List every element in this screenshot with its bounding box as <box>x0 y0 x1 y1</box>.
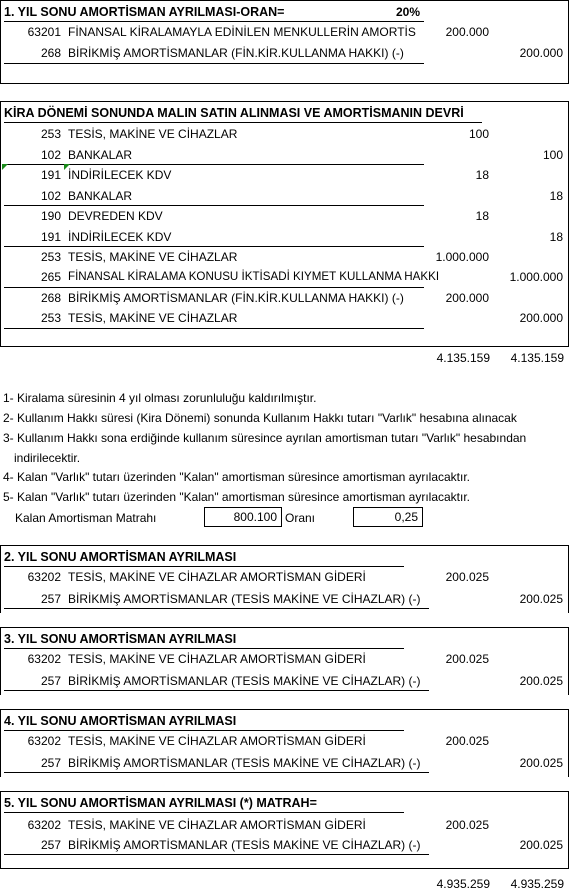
note-3: 3- Kullanım Hakkı sona erdiğinde kullanım süresince ayrılan amortisman tutarı "Varlık" hesabından <box>3 431 527 445</box>
debit-value: 200.000 <box>445 25 489 39</box>
divider <box>4 608 429 609</box>
account-name: İNDİRİLECEK KDV <box>68 230 172 244</box>
note-5: 5- Kalan "Varlık" tutarı üzerinden "Kalan" amortisman süresince amortisman ayrılacaktır. <box>3 490 471 504</box>
divider <box>4 730 404 731</box>
section-year5-title: 5. YIL SONU AMORTİSMAN AYRILMASI (*) MATRAH= <box>4 796 317 810</box>
debit-value: 200.025 <box>445 652 489 666</box>
account-name: FİNANSAL KİRALAMA KONUSU İKTİSADİ KIYMET KULLANMA HAKKI <box>68 270 440 283</box>
account-code: 63202 <box>27 818 61 832</box>
account-code: 265 <box>40 270 61 284</box>
debit-value: 200.025 <box>445 570 489 584</box>
section-year1-rate: 20% <box>396 5 421 19</box>
section-purchase-title: KİRA DÖNEMİ SONUNDA MALIN SATIN ALINMASI VE AMORTİSMANIN DEVRİ <box>4 106 464 120</box>
divider <box>4 63 424 64</box>
account-name: TESİS, MAKİNE VE CİHAZLAR AMORTİSMAN GİDERİ <box>68 818 366 832</box>
divider <box>4 648 404 649</box>
credit-value: 200.025 <box>519 838 563 852</box>
section-year3 <box>0 627 569 695</box>
debit-value: 200.025 <box>445 818 489 832</box>
credit-value: 200.000 <box>519 46 563 60</box>
total-credit: 4.135.159 <box>510 351 564 365</box>
account-code: 268 <box>40 291 61 305</box>
account-name: TESİS, MAKİNE VE CİHAZLAR <box>68 127 238 141</box>
section-year2 <box>0 545 569 613</box>
credit-value: 1.000.000 <box>509 270 563 284</box>
section-year1-title: 1. YIL SONU AMORTİSMAN AYRILMASI-ORAN= <box>4 5 285 19</box>
note-4: 4- Kalan "Varlık" tutarı üzerinden "Kalan" amortisman süresince amortisman ayrılacaktır. <box>3 470 471 484</box>
divider <box>4 287 424 288</box>
note-1: 1- Kiralama süresinin 4 yıl olması zorunluluğu kaldırılmıştır. <box>3 391 317 405</box>
divider <box>4 772 429 773</box>
account-code: 253 <box>40 127 61 141</box>
account-code: 102 <box>40 148 61 162</box>
section-year1 <box>0 0 569 84</box>
section-year4 <box>0 709 569 777</box>
debit-value: 18 <box>475 209 489 223</box>
account-name: BİRİKMİŞ AMORTİSMANLAR (TESİS MAKİNE VE CİHAZLAR) (-) <box>68 592 421 606</box>
credit-value: 18 <box>549 189 563 203</box>
debit-value: 100 <box>468 127 489 141</box>
account-name: BANKALAR <box>68 189 133 203</box>
debit-value: 1.000.000 <box>435 250 489 264</box>
credit-value: 100 <box>542 148 563 162</box>
account-name: TESİS, MAKİNE VE CİHAZLAR AMORTİSMAN GİDERİ <box>68 734 366 748</box>
rate-label: Oranı <box>285 511 316 525</box>
credit-value: 200.025 <box>519 756 563 770</box>
account-code: 253 <box>40 250 61 264</box>
divider <box>4 812 404 813</box>
account-name: DEVREDEN KDV <box>68 209 163 223</box>
section-purchase-transfer <box>0 101 569 347</box>
base-label: Kalan Amortisman Matrahı <box>15 511 157 525</box>
rate-value-field[interactable]: 0,25 <box>353 507 423 527</box>
account-code: 253 <box>40 311 61 325</box>
debit-value: 200.000 <box>445 291 489 305</box>
account-code: 268 <box>40 46 61 60</box>
note-2: 2- Kullanım Hakkı süresi (Kira Dönemi) sonunda Kullanım Hakkı tutarı "Varlık" hesabına alınacak <box>3 411 517 425</box>
account-name: TESİS, MAKİNE VE CİHAZLAR AMORTİSMAN GİDERİ <box>68 570 366 584</box>
divider <box>4 328 424 329</box>
account-code: 257 <box>40 592 61 606</box>
account-code: 257 <box>40 838 61 852</box>
credit-value: 200.025 <box>519 592 563 606</box>
divider <box>4 122 482 123</box>
divider <box>4 246 424 247</box>
divider <box>4 854 429 855</box>
divider <box>4 21 424 22</box>
grand-total-debit: 4.935.259 <box>436 877 490 891</box>
section-year3-title: 3. YIL SONU AMORTİSMAN AYRILMASI <box>4 632 237 646</box>
account-code: 63201 <box>27 25 61 39</box>
account-name: TESİS, MAKİNE VE CİHAZLAR AMORTİSMAN GİDERİ <box>68 652 366 666</box>
account-name: BANKALAR <box>68 148 133 162</box>
account-code: 190 <box>40 209 61 223</box>
account-name: BİRİKMİŞ AMORTİSMANLAR (FİN.KİR.KULLANMA HAKKI) (-) <box>68 291 404 305</box>
credit-value: 200.025 <box>519 674 563 688</box>
section-year2-title: 2. YIL SONU AMORTİSMAN AYRILMASI <box>4 550 237 564</box>
account-code: 257 <box>40 674 61 688</box>
account-code: 102 <box>40 189 61 203</box>
account-code: 63202 <box>27 570 61 584</box>
divider <box>4 566 404 567</box>
account-code: 191 <box>40 168 61 182</box>
total-debit: 4.135.159 <box>436 351 490 365</box>
account-name: BİRİKMİŞ AMORTİSMANLAR (TESİS MAKİNE VE CİHAZLAR) (-) <box>68 674 421 688</box>
account-code: 191 <box>40 230 61 244</box>
section-year4-title: 4. YIL SONU AMORTİSMAN AYRILMASI <box>4 714 237 728</box>
account-name: BİRİKMİŞ AMORTİSMANLAR (TESİS MAKİNE VE CİHAZLAR) (-) <box>68 756 421 770</box>
account-name: TESİS, MAKİNE VE CİHAZLAR <box>68 250 238 264</box>
section-year5 <box>0 791 569 869</box>
debit-value: 18 <box>475 168 489 182</box>
account-code: 63202 <box>27 734 61 748</box>
base-value-field[interactable]: 800.100 <box>204 507 282 527</box>
divider <box>4 205 424 206</box>
account-name: TESİS, MAKİNE VE CİHAZLAR <box>68 311 238 325</box>
account-code: 257 <box>40 756 61 770</box>
credit-value: 18 <box>549 230 563 244</box>
grand-total-credit: 4.935.259 <box>510 877 564 891</box>
divider <box>4 690 429 691</box>
account-name: İNDİRİLECEK KDV <box>68 168 172 182</box>
account-name: BİRİKMİŞ AMORTİSMANLAR (TESİS MAKİNE VE CİHAZLAR) (-) <box>68 838 421 852</box>
credit-value: 200.000 <box>519 311 563 325</box>
account-code: 63202 <box>27 652 61 666</box>
account-name: BİRİKMİŞ AMORTİSMANLAR (FİN.KİR.KULLANMA HAKKI) (-) <box>68 46 404 60</box>
debit-value: 200.025 <box>445 734 489 748</box>
note-3-continued: indirilecektir. <box>14 451 81 465</box>
account-name: FİNANSAL KİRALAMAYLA EDİNİLEN MENKULLERİN AMORTİS <box>68 25 416 39</box>
